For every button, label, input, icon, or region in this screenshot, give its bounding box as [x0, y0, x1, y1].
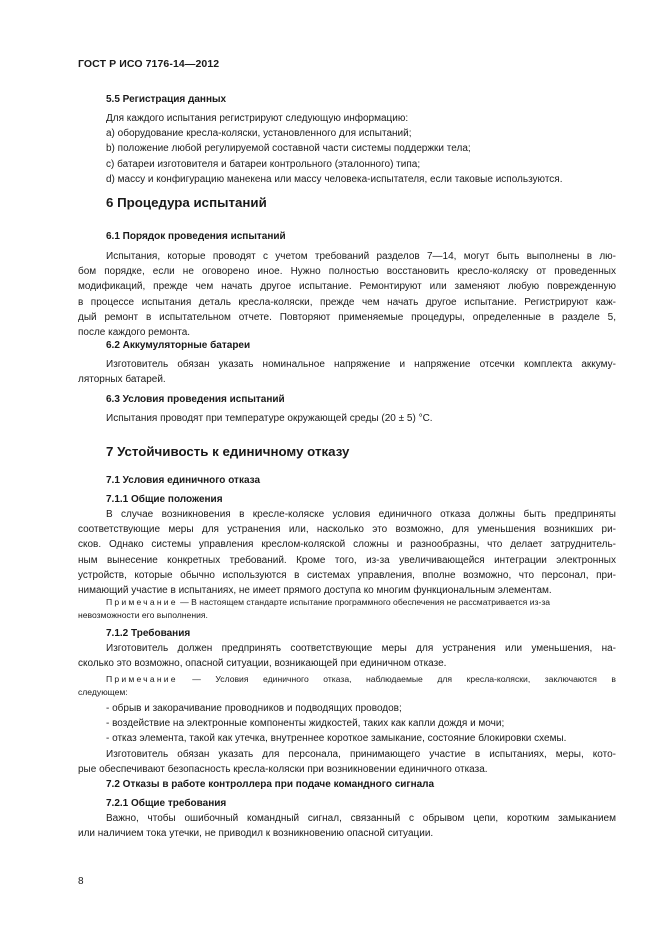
list-item: - воздействие на электронные компоненты жидкостей, таких как капли дождя и мочи;: [106, 718, 505, 730]
paragraph-line: сков. Однако системы управления креслом-коляской сложны и разнообразны, что делает затруднитель-: [78, 539, 616, 551]
list-item: c) батареи изготовителя и батареи контрольного (эталонного) типа;: [106, 158, 421, 170]
standard-header: ГОСТ Р ИСО 7176-14—2012: [78, 58, 220, 70]
note-line: невозможности его выполнения.: [78, 609, 208, 620]
section-7-1-2-body: [78, 641, 616, 671]
section-7-1-2-title: 7.1.2 Требования: [106, 628, 191, 639]
list-item: b) положение любой регулируемой составной части системы поддержки тела;: [106, 143, 471, 155]
note-label: Примечание: [106, 674, 178, 684]
note-text: — Условия единичного отказа, наблюдаемые для кресла-коляски, заключаются в: [177, 674, 616, 684]
paragraph-line: модификаций, прежде чем начать другое испытание. Ремонтируют или заменяют любую поврежденную: [78, 281, 616, 293]
paragraph-line: устройств, которые обычно используются в системах управления, вполне возможно, что персонал, при-: [78, 569, 616, 581]
paragraph-line: В случае возникновения в кресле-коляске условия единичного отказа должны быть предприняты: [106, 509, 616, 520]
paragraph-line: ляторных батарей.: [78, 374, 166, 386]
paragraph-line: дый ремонт в испытательном отчете. Повторяют применяемые процедуры, определенные в разделе 5,: [78, 311, 616, 323]
failure-conditions-list: [78, 701, 616, 777]
section-5-5-body: [78, 111, 616, 187]
section-7-1-1-body: [78, 507, 616, 598]
section-6-3-body: [78, 411, 616, 426]
note-7-1-2: [78, 673, 616, 698]
section-7-1-1-title: 7.1.1 Общие положения: [106, 494, 223, 505]
paragraph-line: нимающий участие в испытаниях, не имеет прямого доступа ко многим функциональным элементам.: [78, 585, 552, 597]
paragraph-line: Изготовитель обязан указать для персонала, принимающего участие в испытаниях, меры, кото-: [106, 748, 616, 760]
list-item: - обрыв и закорачивание проводников и подводящих проводов;: [106, 703, 402, 714]
paragraph-line: Испытания проводят при температуре окружающей среды (20 ± 5) °С.: [106, 413, 433, 424]
paragraph-line: Изготовитель обязан указать номинальное напряжение и напряжение отсечки комплекта аккуму-: [106, 359, 616, 370]
paragraph-line: Важно, чтобы ошибочный командный сигнал, связанный с обрывом цепи, коротким замыканием: [106, 813, 616, 824]
paragraph-line: Изготовитель должен предпринять соответствующие меры для устранения или уменьшения, на-: [106, 643, 616, 654]
section-7-2-title: 7.2 Отказы в работе контроллера при подаче командного сигнала: [106, 779, 435, 790]
paragraph-line: Для каждого испытания регистрируют следующую информацию:: [106, 113, 409, 124]
note-line: следующем:: [78, 686, 128, 697]
section-7-title: 7 Устойчивость к единичному отказу: [106, 444, 350, 459]
paragraph-line: ным вынесение конкретных требований. Кроме того, из-за увеличивающейся интеграции электронных: [78, 554, 616, 566]
note-text: — В настоящем стандарте испытание программного обеспечения не рассматривается из-за: [177, 597, 551, 607]
paragraph-line: или наличием тока утечки, не приводил к возникновению опасной ситуации.: [78, 828, 434, 840]
page-number: 8: [78, 876, 84, 887]
note-7-1-1: [78, 596, 616, 621]
section-6-title: 6 Процедура испытаний: [106, 195, 267, 210]
section-6-1-body: [78, 249, 616, 340]
paragraph-line: бом порядке, если не оговорено иное. Нужно полностью восстановить кресло-коляску от проведенных: [78, 266, 616, 278]
note-line: [78, 673, 616, 686]
paragraph-line: сколько это возможно, опасной ситуации, возникающей при единичном отказе.: [78, 658, 447, 670]
paragraph-line: соответствующие меры для устранения или, насколько это возможно, для уменьшения возникших ри-: [78, 524, 616, 536]
paragraph-line: в процессе испытания деталь кресла-коляски, прежде чем начать другое испытание. Регистрируют каж-: [78, 296, 616, 308]
list-item: а) оборудование кресла-коляски, установленного для испытаний;: [106, 128, 412, 140]
list-item: - отказ элемента, такой как утечка, внутреннее короткое замыкание, состояние блокировки схемы.: [106, 733, 567, 745]
section-6-1-title: 6.1 Порядок проведения испытаний: [106, 231, 286, 242]
note-line: [78, 596, 616, 609]
section-6-2-body: [78, 357, 616, 387]
section-7-2-1-body: [78, 811, 616, 841]
section-6-2-title: 6.2 Аккумуляторные батареи: [106, 340, 251, 351]
section-7-1-title: 7.1 Условия единичного отказа: [106, 475, 261, 486]
section-6-3-title: 6.3 Условия проведения испытаний: [106, 394, 285, 405]
paragraph-line: рые обеспечивают безопасность кресла-коляски при возникновении единичного отказа.: [78, 763, 488, 775]
list-item: d) массу и конфигурацию манекена или массу человека-испытателя, если таковые используются.: [106, 173, 563, 185]
paragraph-line: Испытания, которые проводят с учетом требований разделов 7—14, могут быть выполнены в лю-: [106, 251, 616, 262]
paragraph-line: после каждого ремонта.: [78, 327, 191, 339]
section-7-2-1-title: 7.2.1 Общие требования: [106, 798, 227, 809]
section-5-5-title: 5.5 Регистрация данных: [106, 94, 227, 105]
note-label: Примечание: [106, 597, 178, 607]
